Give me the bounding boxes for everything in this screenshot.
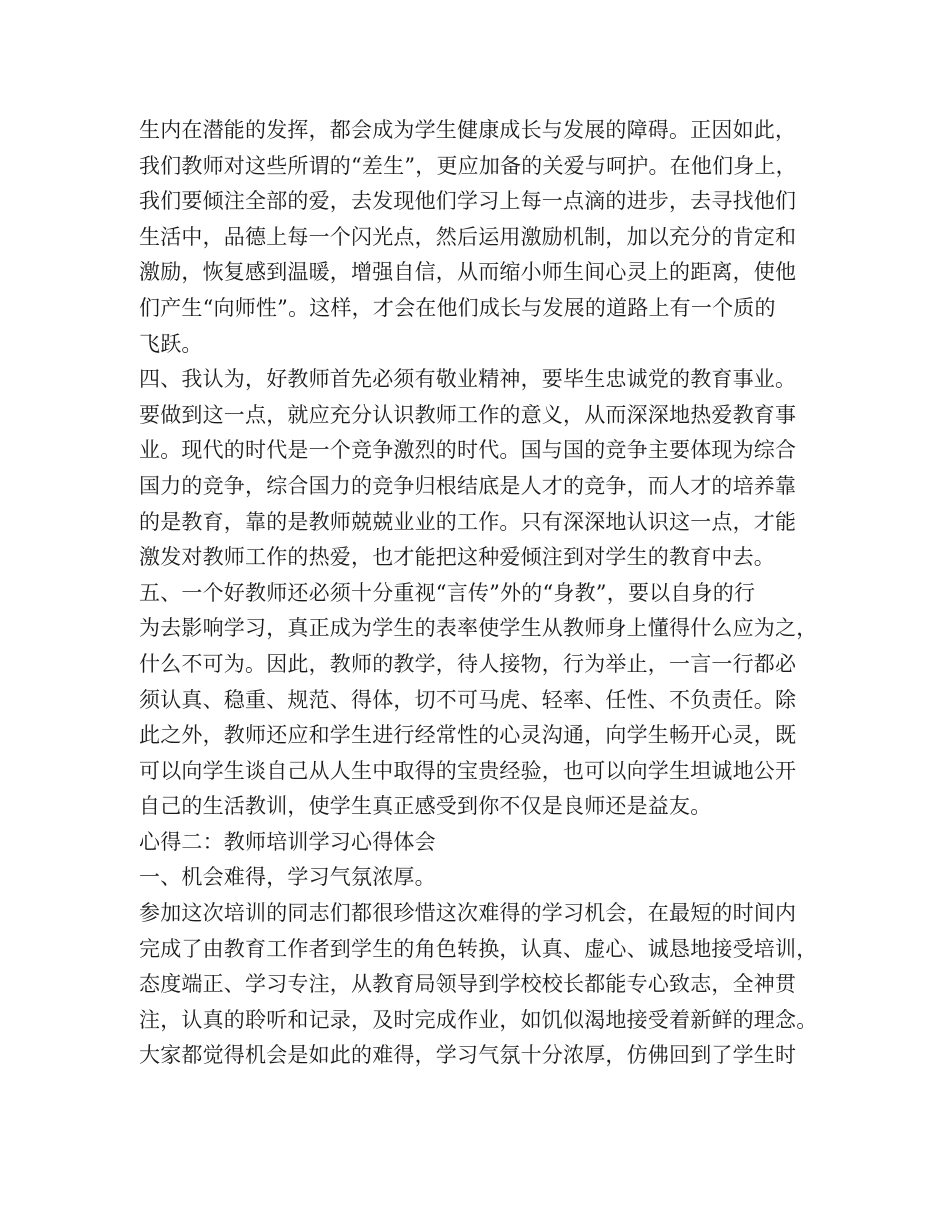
text-line: 态度端正、学习专注，从教育局领导到学校校长都能专心致志，全神贯 [139, 972, 797, 997]
text-line: 要做到这一点，就应充分认识教师工作的意义，从而深深地热爱教育事 [139, 402, 797, 427]
text-line: 我们教师对这些所谓的“差生”，更应加备的关爱与呵护。在他们身上， [139, 153, 797, 178]
document-body-text [139, 113, 829, 1074]
text-line: 国力的竞争，综合国力的竞争归根结底是人才的竞争，而人才的培养靠 [139, 473, 797, 498]
text-line: 们产生“向师性”。这样，才会在他们成长与发展的道路上有一个质的 [139, 295, 776, 320]
text-line: 激励，恢复感到温暖，增强自信，从而缩小师生间心灵上的距离，使他 [139, 260, 797, 285]
text-line: 飞跃。 [139, 331, 203, 356]
text-line: 生活中，品德上每一个闪光点，然后运用激励机制，加以充分的肯定和 [139, 224, 797, 249]
text-line: 生内在潜能的发挥，都会成为学生健康成长与发展的障碍。正因如此， [139, 118, 797, 142]
text-line: 此之外，教师还应和学生进行经常性的心灵沟通，向学生畅开心灵，既 [139, 723, 797, 748]
section-five-line: 五、一个好教师还必须十分重视“言传”外的“身教”，要以自身的行 [139, 580, 756, 605]
text-line: 可以向学生谈自己从人生中取得的宝贵经验，也可以向学生坦诚地公开 [139, 758, 797, 783]
text-line: 业。现代的时代是一个竞争激烈的时代。国与国的竞争主要体现为综合 [139, 438, 797, 463]
text-line: 我们要倾注全部的爱，去发现他们学习上每一点滴的进步，去寻找他们 [139, 189, 797, 214]
text-line: 自己的生活教训，使学生真正感受到你不仅是良师还是益友。 [139, 794, 712, 819]
section-four-line: 四、我认为，好教师首先必须有敬业精神，要毕生忠诚党的教育事业。 [139, 367, 797, 392]
text-line: 参加这次培训的同志们都很珍惜这次难得的学习机会，在最短的时间内 [139, 901, 797, 926]
subheading-line: 一、机会难得，学习气氛浓厚。 [139, 865, 436, 890]
text-line: 为去影响学习，真正成为学生的表率使学生从教师身上懂得什么应为之， [139, 616, 818, 641]
text-line: 的是教育，靠的是教师兢兢业业的工作。只有深深地认识这一点，才能 [139, 509, 797, 534]
text-line: 什么不可为。因此，教师的教学，待人接物，行为举止，一言一行都必 [139, 651, 797, 676]
heading-line: 心得二：教师培训学习心得体会 [139, 829, 436, 854]
text-line: 须认真、稳重、规范、得体，切不可马虎、轻率、任性、不负责任。除 [139, 687, 797, 712]
text-line: 完成了由教育工作者到学生的角色转换，认真、虚心、诚恳地接受培训， [139, 936, 818, 961]
text-line: 注，认真的聆听和记录，及时完成作业，如饥似渴地接受着新鲜的理念。 [139, 1007, 818, 1032]
text-line: 大家都觉得机会是如此的难得，学习气氛十分浓厚，仿佛回到了学生时 [139, 1043, 797, 1068]
text-line: 激发对教师工作的热爱，也才能把这种爱倾注到对学生的教育中去。 [139, 545, 775, 570]
